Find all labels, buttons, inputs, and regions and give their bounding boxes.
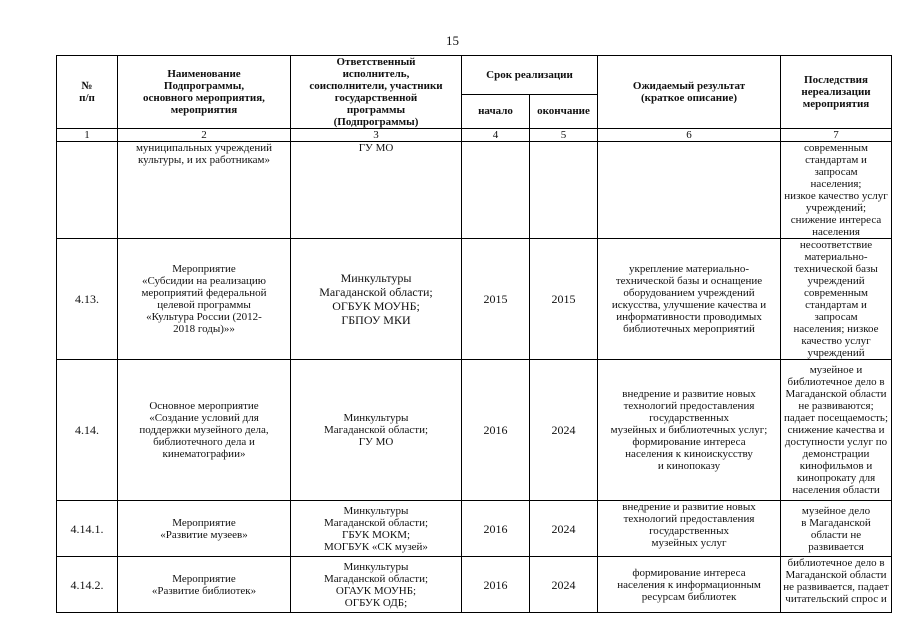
row-responsible: Минкультуры Магаданской области; ОГБУК МОУНБ; ГБПОУ МКИ xyxy=(291,239,462,360)
row-number: 4.14.1. xyxy=(57,501,118,557)
header-start: начало xyxy=(462,94,530,128)
row-name: Мероприятие «Субсидии на реализацию мероприятий федеральной целевой программы «Культура России (2012- 2018 годы)»» xyxy=(118,239,291,360)
program-table xyxy=(56,55,892,613)
column-number: 5 xyxy=(530,129,598,142)
column-number-row xyxy=(57,129,892,142)
row-result: внедрение и развитие новых технологий предоставления государственных музейных и библиотечных услуг; формирование интереса населения к киноискусству и кинопоказу xyxy=(598,360,781,501)
row-name: Основное мероприятие «Создание условий для поддержки музейного дела, библиотечного дела и кинематографии» xyxy=(118,360,291,501)
table-row xyxy=(57,501,892,557)
header-end: окончание xyxy=(530,94,598,128)
row-name: Мероприятие «Развитие библиотек» xyxy=(118,557,291,613)
column-number: 4 xyxy=(462,129,530,142)
row-consequences: музейное и библиотечное дело в Магаданской области не развиваются; падает посещаемость; снижение качества и доступности услуг по демонстрации кинофильмов и кинопрокату для населения области xyxy=(781,360,892,501)
row-responsible: Минкультуры Магаданской области; ГУ МО xyxy=(291,360,462,501)
row-consequences: музейное дело в Магаданской области не развивается xyxy=(781,501,892,557)
row-number: 4.14. xyxy=(57,360,118,501)
row-name: муниципальных учреждений культуры, и их работникам» xyxy=(118,142,291,239)
column-number: 6 xyxy=(598,129,781,142)
row-number xyxy=(57,142,118,239)
header-consequences: Последствия нереализации мероприятия xyxy=(781,56,892,129)
row-consequences: библиотечное дело в Магаданской области не развивается, падает читательский спрос и xyxy=(781,557,892,613)
row-result xyxy=(598,142,781,239)
row-start xyxy=(462,142,530,239)
row-start: 2016 xyxy=(462,501,530,557)
row-responsible: Минкультуры Магаданской области; ОГАУК МОУНБ; ОГБУК ОДБ; xyxy=(291,557,462,613)
header-name: Наименование Подпрограммы, основного мероприятия, мероприятия xyxy=(118,56,291,129)
column-number: 1 xyxy=(57,129,118,142)
table-row xyxy=(57,360,892,501)
row-consequences: современным стандартам и запросам населения; низкое качество услуг учреждений; снижение интереса населения xyxy=(781,142,892,239)
table-row xyxy=(57,142,892,239)
row-start: 2015 xyxy=(462,239,530,360)
page-number: 15 xyxy=(446,33,459,48)
column-number: 3 xyxy=(291,129,462,142)
row-responsible: Минкультуры Магаданской области; ГБУК МОКМ; МОГБУК «СК музей» xyxy=(291,501,462,557)
row-end xyxy=(530,142,598,239)
row-number: 4.14.2. xyxy=(57,557,118,613)
row-result: формирование интереса населения к информационным ресурсам библиотек xyxy=(598,557,781,613)
row-number: 4.13. xyxy=(57,239,118,360)
row-consequences: несоответствие материально- технической базы учреждений современным стандартам и запросам населения; низкое качество услуг учреждений xyxy=(781,239,892,360)
row-end: 2024 xyxy=(530,501,598,557)
row-name: Мероприятие «Развитие музеев» xyxy=(118,501,291,557)
table-row xyxy=(57,239,892,360)
row-start: 2016 xyxy=(462,557,530,613)
row-end: 2024 xyxy=(530,557,598,613)
header-expected-result: Ожидаемый результат (краткое описание) xyxy=(598,56,781,129)
header-responsible: Ответственный исполнитель, соисполнители, участники государственной программы (Подпрограммы) xyxy=(291,56,462,129)
column-number: 7 xyxy=(781,129,892,142)
column-number: 2 xyxy=(118,129,291,142)
row-result: внедрение и развитие новых технологий предоставления государственных музейных услуг xyxy=(598,501,781,557)
header-period: Срок реализации xyxy=(462,56,598,95)
header-number: № п/п xyxy=(57,56,118,129)
row-end: 2024 xyxy=(530,360,598,501)
row-start: 2016 xyxy=(462,360,530,501)
row-end: 2015 xyxy=(530,239,598,360)
row-result: укрепление материально- технической базы и оснащение оборудованием учреждений искусства, улучшение качества и информативности проводимых библиотечных мероприятий xyxy=(598,239,781,360)
table-row xyxy=(57,557,892,613)
row-responsible: ГУ МО xyxy=(291,142,462,239)
